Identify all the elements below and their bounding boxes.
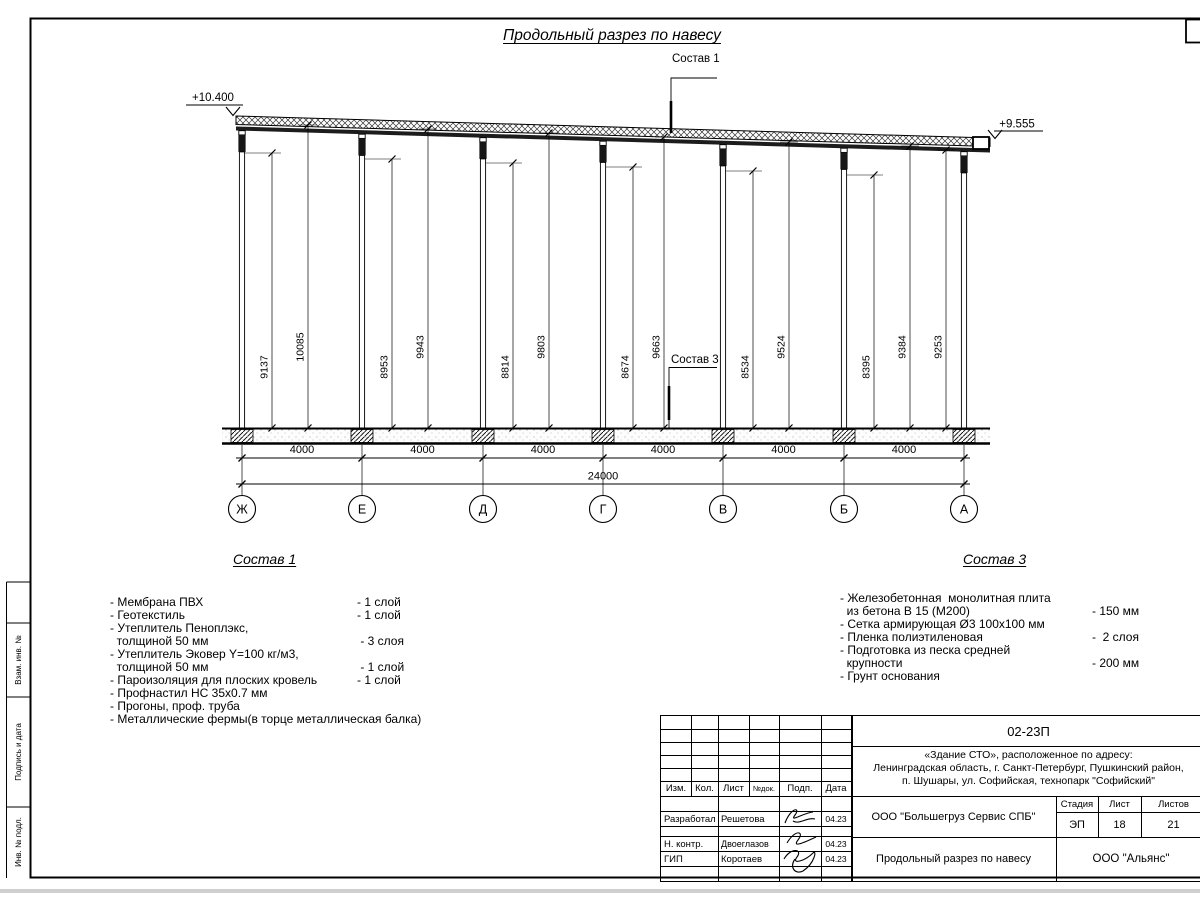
tb-col-izm: Изм. [665,783,687,794]
vertical-dim-label: 9803 [535,335,548,359]
tb-sheet-label: Лист [1109,798,1130,810]
column [479,138,486,429]
vertical-dim-label: 9253 [932,335,945,359]
axis-label: Г [599,502,607,517]
signature-icon [785,810,815,823]
vertical-dim-label: 8395 [860,355,873,379]
tb-line [661,826,851,827]
layer-name: - Утеплитель Эковер Y=100 кг/м3, [110,647,299,661]
elevation-arrow-icon [226,107,240,116]
tb-role: Н. контр. [664,839,704,850]
layer-qty: - 3 слоя [357,634,404,648]
tb-stage-label: Стадия [1060,798,1094,810]
layer-name: - Утеплитель Пеноплэкс, [110,621,249,635]
tb-sheet-value: 18 [1113,818,1126,831]
axis-bubbles [229,496,978,523]
elevation-right-label: +9.555 [999,118,1035,131]
columns [238,131,967,429]
vertical-dim-label: 8534 [739,355,752,379]
layer-qty: - 1 слой [357,595,401,609]
vertical-dim-label: 8674 [619,355,632,379]
layer-item [840,670,1180,683]
layer-qty: - 150 мм [1092,604,1140,618]
tb-stage-value: ЭП [1069,818,1085,831]
tb-sheets-label: Листов [1158,798,1189,810]
tb-role: ГИП [664,854,683,865]
tb-col-podp: Подп. [787,783,813,794]
axis-label: Д [478,502,488,517]
title-block [660,715,1200,882]
sostav1-callout-label: Состав 1 [672,53,720,65]
tb-sheets-value: 21 [1167,818,1180,831]
layer-name: - Геотекстиль [110,608,185,622]
tb-line [661,866,851,867]
tb-name: Коротаев [721,854,763,865]
layer-qty: - 1 слой [357,608,401,622]
tb-date: 04.23 [825,853,847,864]
sostav3-list [840,592,1180,683]
column [840,148,847,429]
layer-name: - Мембрана ПВХ [110,595,204,609]
column [960,152,967,429]
corner-box [1186,20,1200,43]
layer-name: - Железобетонная монолитная плита [840,591,1051,605]
layer-qty: - 1 слой [357,673,401,687]
sostav3-callout-label: Состав 3 [671,354,719,366]
layer-name: из бетона В 15 (М200) [840,604,970,618]
layer-qty: - 1 слой [357,660,405,674]
drawing-title: Продольный разрез по навесу [503,27,721,44]
layer-name: толщиной 50 мм [110,660,209,674]
tb-col-list: Лист [723,783,744,794]
vertical-dim-label: 9663 [650,335,663,359]
axis-label: А [959,502,969,517]
roof [236,116,990,153]
tb-line [661,755,851,756]
bay-dim-label: 4000 [891,444,917,456]
tb-project-line: Ленинградская область, г. Санкт-Петербург, Пушкинский район, [873,762,1184,774]
tb-project-line: п. Шушары, ул. Софийская, технопарк "Софийский" [902,775,1155,787]
bottom-dimensions [236,444,970,495]
layer-name: - Пароизоляция для плоских кровель [110,673,318,687]
vertical-dim-label: 8953 [378,355,391,379]
vertical-dim-label: 9137 [258,355,271,379]
bay-dim-label: 4000 [771,444,796,456]
layer-name: крупности [840,656,903,670]
layer-name: - Грунт основания [840,669,940,683]
elevation-left-label: +10.400 [192,92,234,104]
frame-stamp-vzam: Взам. инв. № [14,635,23,685]
tb-org: ООО "Альянс" [1092,853,1170,865]
vertical-dim-label: 9943 [414,335,427,359]
bay-dim-label: 4000 [530,444,556,456]
column [358,134,365,429]
frame-stamp-inv: Инв. № подл. [14,817,23,867]
page-shadow [0,889,1200,893]
axis-label: Ж [236,502,248,517]
frame-stamp-podpis: Подпись и дата [14,723,23,781]
sostav3-heading: Состав 3 [963,551,1027,567]
axis-label: В [718,502,728,517]
tb-project [853,749,1200,788]
column [719,145,726,429]
vertical-dim-label: 9384 [896,335,909,359]
vertical-dim-label: 8814 [499,355,512,379]
column [599,141,606,429]
tb-name: Решетова [721,814,765,825]
slab [222,429,990,444]
tb-name: Двоеглазов [721,839,769,849]
layer-name: - Сетка армирующая Ø3 100х100 мм [840,617,1045,631]
tb-col-ndoc: №док. [753,784,775,793]
tb-project-line: «Здание СТО», расположенное по адресу: [924,749,1133,761]
layer-name: толщиной 50 мм [110,634,209,648]
bay-dim-label: 4000 [289,444,315,456]
tb-line [851,746,1200,747]
callout-leaders [669,53,720,428]
axis-label: Е [357,502,367,517]
layer-qty: - 200 мм [1092,656,1140,670]
tb-doc-number: 02-23П [1007,723,1050,739]
tb-line [718,716,719,881]
tb-date: 04.23 [825,838,847,849]
total-dim-label: 24000 [587,470,619,483]
bay-dim-label: 4000 [650,444,676,456]
signatures [779,801,821,876]
roof-end-cap [973,137,989,149]
signature-icon [784,833,816,872]
tb-line [661,742,851,743]
tb-line [661,768,851,769]
vertical-dim-label: 10085 [294,332,307,362]
layer-name: - Подготовка из песка средней [840,643,1011,657]
layer-qty: - 2 слоя [1092,630,1139,644]
axis-label: Б [839,502,849,517]
tb-col-data: Дата [825,783,847,794]
sostav1-list [110,596,450,726]
tb-col-kol: Кол. [695,783,714,794]
bay-dim-label: 4000 [410,444,435,456]
tb-company: ООО "Большегруз Сервис СПБ" [871,810,1036,823]
tb-sheet-title: Продольный разрез по навесу [876,853,1031,865]
tb-line [661,729,851,730]
layer-name: - Прогоны, проф. труба [110,699,240,713]
layer-name: - Профнастил НС 35х0.7 мм [110,686,268,700]
sostav1-heading: Состав 1 [233,551,297,567]
layer-name: - Пленка полиэтиленовая [840,630,983,644]
layer-item [110,713,450,726]
tb-date: 04.23 [825,813,847,824]
tb-role: Разработал [664,814,716,825]
column [238,131,245,429]
layer-name: - Металлические фермы(в торце металлическая балка) [110,712,422,726]
vertical-dim-label: 9524 [775,335,788,359]
